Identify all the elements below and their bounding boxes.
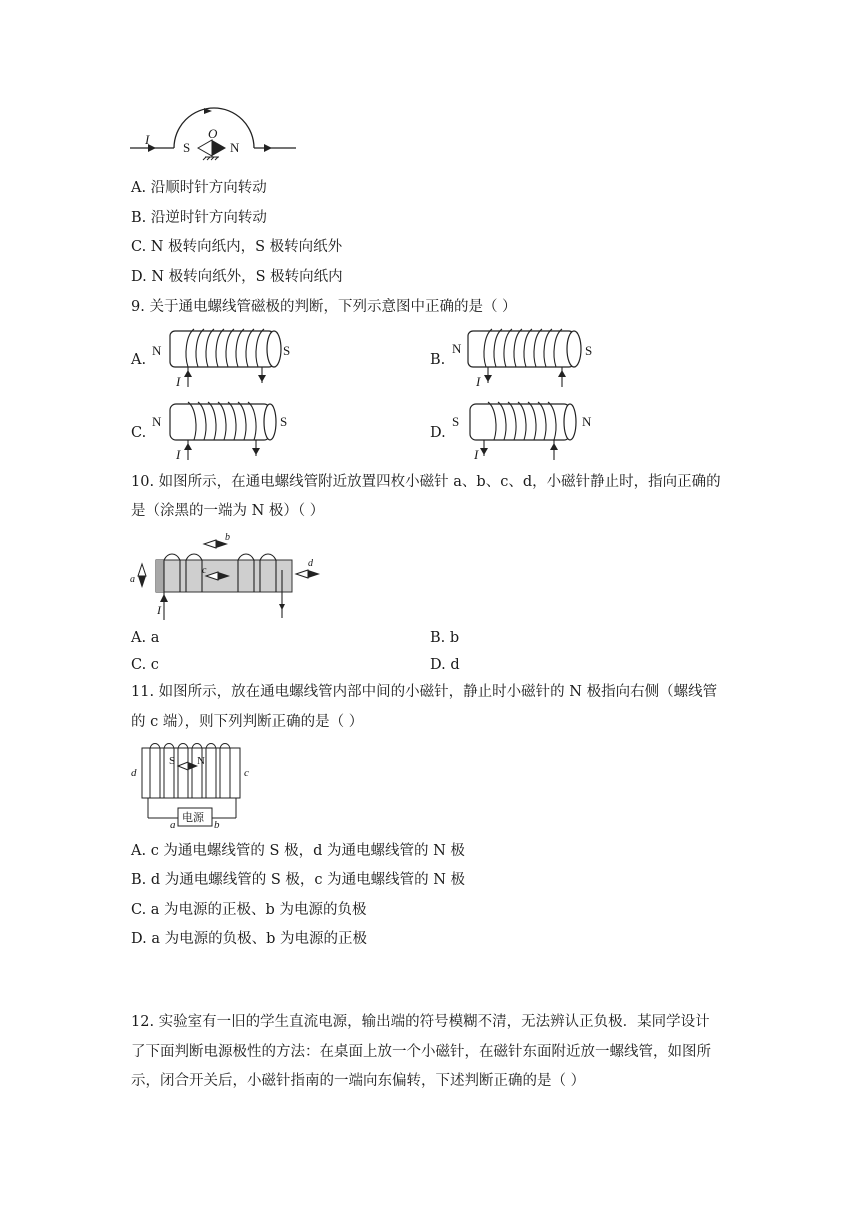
q9c-current: I	[176, 447, 181, 462]
q12-line3: 示，闭合开关后，小磁针指南的一端向东偏转，下述判断正确的是（ ）	[131, 1073, 586, 1089]
q11-option-d[interactable]: D. a 为电源的负极、b 为电源的正极	[131, 931, 367, 947]
q10-label-b: b	[225, 532, 230, 543]
q10-option-a[interactable]: A. a	[131, 630, 160, 646]
q11-label-a: a	[170, 819, 176, 831]
q8-figure	[128, 100, 303, 160]
q11-end-d: d	[131, 767, 137, 779]
q10-current: I	[157, 603, 161, 617]
q11-stem-line2: 的 c 端），则下列判断正确的是（ ）	[131, 714, 364, 730]
q11-stem-line1: 11. 如图所示，放在通电螺线管内部中间的小磁针，静止时小磁针的 N 极指向右侧（螺线管	[131, 684, 718, 700]
q8-current-label: I	[145, 132, 150, 147]
q9d-current: I	[474, 447, 479, 462]
q11-option-a[interactable]: A. c 为通电螺线管的 S 极，d 为通电螺线管的 N 极	[131, 843, 465, 859]
q9b-right-pole: S	[585, 343, 593, 358]
q9d-left-pole: S	[452, 414, 460, 429]
q8-pole-s: S	[183, 140, 191, 155]
q10-option-c[interactable]: C. c	[131, 657, 159, 673]
q9b-current: I	[476, 374, 481, 389]
q9d-right-pole: N	[582, 414, 592, 429]
q11-option-c[interactable]: C. a 为电源的正极、b 为电源的负极	[131, 902, 367, 918]
q8-pole-n: N	[230, 140, 240, 155]
q11-source: 电源	[182, 811, 204, 824]
q11-end-c: c	[244, 767, 249, 779]
q9a-left-pole: N	[152, 343, 162, 358]
q11-needle-n: N	[197, 755, 205, 767]
q10-needle-b	[204, 540, 216, 548]
q11-label-b: b	[214, 819, 220, 831]
q12-line1: 12. 实验室有一旧的学生直流电源，输出端的符号模糊不清，无法辨认正负极．某同学设计	[131, 1014, 710, 1030]
q10-label-a: a	[130, 574, 135, 585]
q11-needle-s: S	[169, 755, 176, 767]
q9-option-b-figure[interactable]	[450, 325, 600, 387]
q10-needle-d	[296, 570, 308, 578]
q8-center-label: O	[208, 126, 218, 141]
q10-label-d: d	[308, 558, 313, 569]
q9c-left-pole: N	[152, 414, 162, 429]
q8-option-b[interactable]: B. 沿逆时针方向转动	[131, 210, 267, 226]
q11-option-b[interactable]: B. d 为通电螺线管的 S 极，c 为通电螺线管的 N 极	[131, 872, 466, 888]
q10-label-c: c	[202, 565, 207, 576]
q9b-left-pole: N	[452, 341, 462, 356]
q9-option-c-figure[interactable]	[150, 398, 300, 460]
q9-option-b-letter[interactable]: B.	[430, 352, 446, 368]
q9c-right-pole: S	[280, 414, 288, 429]
q9-stem: 9. 关于通电螺线管磁极的判断，下列示意图中正确的是（ ）	[131, 299, 517, 315]
q12-line2: 了下面判断电源极性的方法：在桌面上放一个小磁针，在磁针东面附近放一螺线管，如图所	[131, 1044, 711, 1060]
q10-stem-line2: 是（涂黑的一端为 N 极）（ ）	[131, 503, 325, 519]
q10-option-b[interactable]: B. b	[430, 630, 460, 646]
q8-option-d[interactable]: D. N 极转向纸外，S 极转向纸内	[131, 269, 343, 285]
q10-figure	[128, 530, 328, 622]
q9-option-d-letter[interactable]: D.	[430, 425, 446, 441]
q9-option-d-figure[interactable]	[450, 398, 600, 460]
q11-figure	[128, 740, 258, 832]
q9-option-a-figure[interactable]	[150, 325, 300, 387]
q10-needle-a	[138, 564, 146, 576]
q10-option-d[interactable]: D. d	[430, 657, 460, 673]
q9-option-a-letter[interactable]: A.	[131, 352, 147, 368]
q9-option-c-letter[interactable]: C.	[131, 425, 147, 441]
q9a-current: I	[176, 374, 181, 389]
q8-option-c[interactable]: C. N 极转向纸内，S 极转向纸外	[131, 239, 343, 255]
q8-option-a[interactable]: A. 沿顺时针方向转动	[131, 180, 267, 196]
q9a-right-pole: S	[283, 343, 291, 358]
q10-stem-line1: 10. 如图所示，在通电螺线管附近放置四枚小磁针 a、b、c、d，小磁针静止时，指向正确的	[131, 474, 721, 490]
